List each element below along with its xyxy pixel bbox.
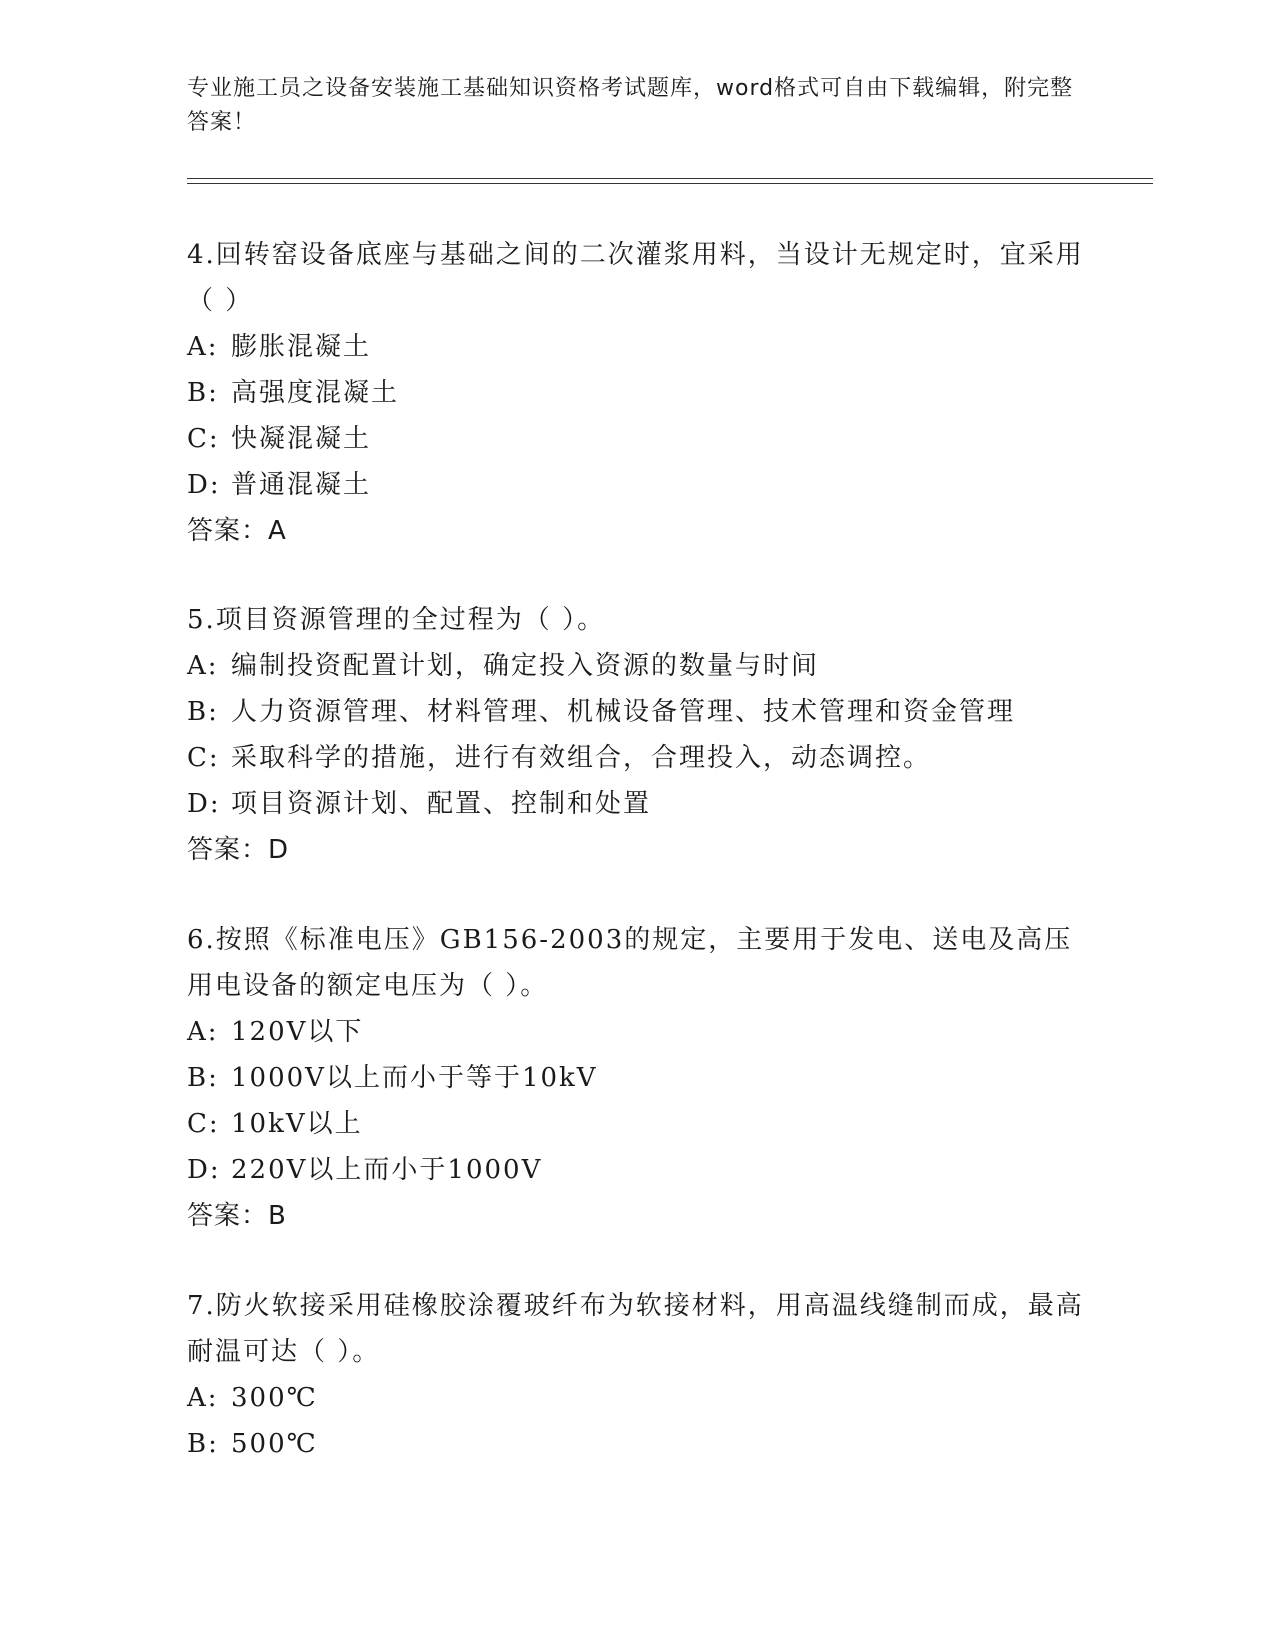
option-text: 220V以上而小于1000V bbox=[231, 1155, 543, 1185]
option-key: C: bbox=[187, 1109, 220, 1139]
option-text: 膨胀混凝土 bbox=[231, 332, 372, 362]
option-a bbox=[187, 324, 1087, 370]
option-c bbox=[187, 1101, 1087, 1147]
option-a bbox=[187, 643, 1087, 689]
answer-line: 答案：A bbox=[187, 516, 287, 546]
question-title: 6.按照《标准电压》GB156-2003的规定，主要用于发电、送电及高压用电设备的额定电压为（ ）。 bbox=[187, 925, 1073, 1001]
option-text: 1000V以上而小于等于10kV bbox=[231, 1063, 598, 1093]
option-text: 快凝混凝土 bbox=[231, 424, 372, 454]
option-key: D: bbox=[187, 470, 221, 500]
option-b bbox=[187, 1421, 1087, 1467]
option-b bbox=[187, 1055, 1087, 1101]
option-text: 采取科学的措施，进行有效组合，合理投入，动态调控。 bbox=[231, 743, 932, 773]
option-c bbox=[187, 735, 1087, 781]
option-c bbox=[187, 416, 1087, 462]
question-6 bbox=[187, 917, 1087, 1239]
option-d bbox=[187, 462, 1087, 508]
option-a bbox=[187, 1009, 1087, 1055]
option-d bbox=[187, 1147, 1087, 1193]
question-title: 7.防火软接采用硅橡胶涂覆玻纤布为软接材料，用高温线缝制而成，最高耐温可达（ ）。 bbox=[187, 1291, 1084, 1367]
answer-line: 答案：B bbox=[187, 1201, 287, 1231]
option-key: C: bbox=[187, 424, 220, 454]
option-text: 人力资源管理、材料管理、机械设备管理、技术管理和资金管理 bbox=[231, 697, 1016, 727]
document-header bbox=[187, 72, 1087, 140]
option-text: 300℃ bbox=[231, 1383, 318, 1413]
answer-line: 答案：D bbox=[187, 835, 290, 865]
option-b bbox=[187, 689, 1087, 735]
question-7 bbox=[187, 1283, 1087, 1467]
option-key: A: bbox=[187, 332, 219, 362]
option-key: A: bbox=[187, 1383, 219, 1413]
option-key: B: bbox=[187, 1063, 219, 1093]
option-key: A: bbox=[187, 1017, 219, 1047]
option-text: 10kV以上 bbox=[231, 1109, 363, 1139]
question-5 bbox=[187, 597, 1087, 873]
option-key: B: bbox=[187, 1429, 219, 1459]
option-key: D: bbox=[187, 789, 221, 819]
question-title: 4.回转窑设备底座与基础之间的二次灌浆用料，当设计无规定时，宜采用（ ） bbox=[187, 240, 1084, 316]
option-d bbox=[187, 781, 1087, 827]
header-intro-text: 专业施工员之设备安装施工基础知识资格考试题库，word格式可自由下载编辑，附完整答案！ bbox=[187, 76, 1074, 135]
option-b bbox=[187, 370, 1087, 416]
option-text: 高强度混凝土 bbox=[231, 378, 400, 408]
option-a bbox=[187, 1375, 1087, 1421]
question-title: 5.项目资源管理的全过程为（ ）。 bbox=[187, 605, 606, 635]
header-divider-top bbox=[187, 178, 1153, 179]
option-text: 120V以下 bbox=[231, 1017, 364, 1047]
option-text: 编制投资配置计划，确定投入资源的数量与时间 bbox=[231, 651, 820, 681]
option-key: A: bbox=[187, 651, 219, 681]
option-text: 普通混凝土 bbox=[231, 470, 372, 500]
option-key: D: bbox=[187, 1155, 221, 1185]
option-text: 500℃ bbox=[231, 1429, 318, 1459]
option-key: B: bbox=[187, 378, 219, 408]
option-text: 项目资源计划、配置、控制和处置 bbox=[231, 789, 652, 819]
option-key: C: bbox=[187, 743, 220, 773]
header-divider-bottom bbox=[187, 183, 1153, 184]
option-key: B: bbox=[187, 697, 219, 727]
question-4 bbox=[187, 232, 1087, 554]
